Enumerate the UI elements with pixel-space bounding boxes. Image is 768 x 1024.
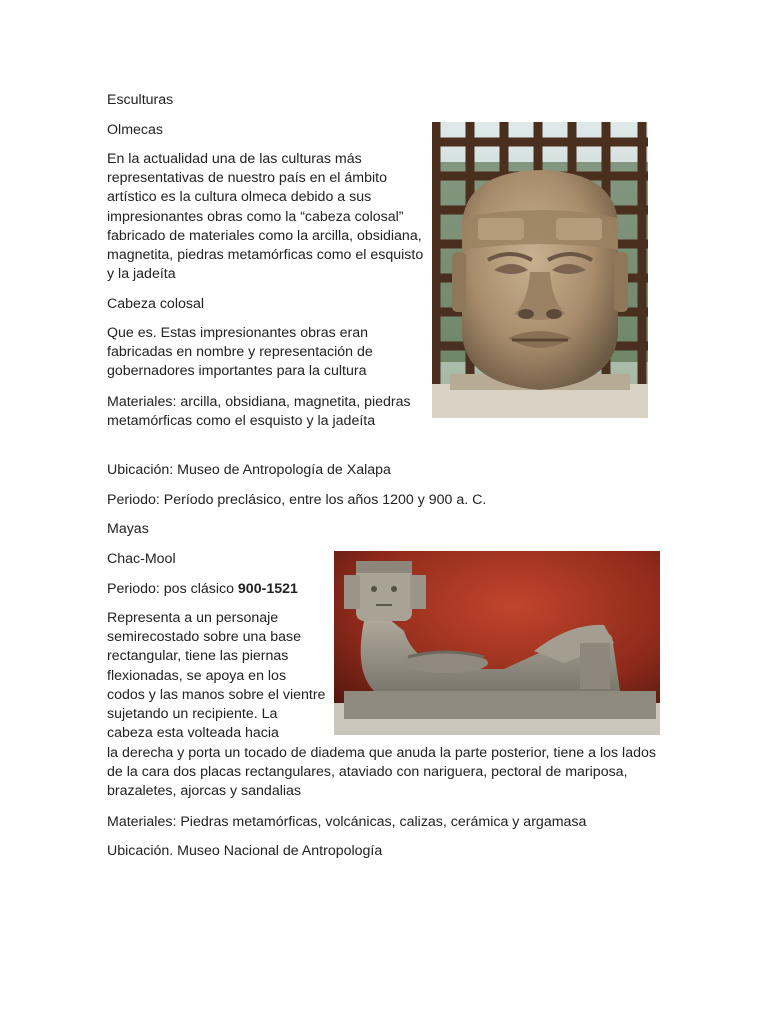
chac-periodo-years: 900-1521 — [237, 581, 298, 597]
document-heading: Esculturas — [107, 92, 174, 108]
chac-mool-sculpture-photo — [334, 551, 660, 735]
cabeza-que-es-paragraph: Que es. Estas impresionantes obras eran fabricadas en nombre y representación de gobernadores importantes para la cultura — [107, 325, 373, 380]
chac-periodo-paragraph — [107, 580, 298, 599]
chac-descripcion-paragraph-part2: la derecha y porta un tocado de diadema que anuda la parte posterior, tiene a los lados de la cara dos placas rectangulares, ataviado con nariguera, pectoral de mariposa, brazaletes, ajorcas y sandalias — [107, 745, 656, 800]
subtitle-chac-mool: Chac-Mool — [107, 551, 176, 567]
chac-periodo-label: Periodo: pos clásico — [107, 581, 238, 597]
section-title-mayas: Mayas — [107, 521, 149, 537]
section-title-olmecas: Olmecas — [107, 122, 163, 138]
cabeza-periodo-paragraph: Periodo: Período preclásico, entre los años 1200 y 900 a. C. — [107, 492, 487, 508]
chac-ubicacion-paragraph: Ubicación. Museo Nacional de Antropología — [107, 843, 383, 859]
chac-materiales-paragraph: Materiales: Piedras metamórficas, volcánicas, calizas, cerámica y argamasa — [107, 814, 587, 830]
chac-descripcion-paragraph-part1: Representa a un personaje semirecostado sobre una base rectangular, tiene las piernas flexionadas, se apoya en los codos y las manos sobre el vientre sujetando un recipiente. La cabeza esta volteada hacia — [107, 610, 326, 742]
cabeza-materiales-paragraph: Materiales: arcilla, obsidiana, magnetita, piedras metamórficas como el esquisto y la jadeíta — [107, 394, 411, 430]
subtitle-cabeza-colosal: Cabeza colosal — [107, 296, 205, 312]
olmecas-intro-paragraph: En la actualidad una de las culturas más representativas de nuestro país en el ámbito artístico es la cultura olmeca debido a sus impresionantes obras como la “cabeza colosal” fabricado de materiales como la arcilla, obsidiana, magnetita, piedras metamórficas como el esquisto y la jadeíta — [107, 151, 424, 283]
cabeza-ubicacion-paragraph: Ubicación: Museo de Antropología de Xalapa — [107, 462, 391, 478]
olmec-colossal-head-photo — [432, 122, 648, 418]
